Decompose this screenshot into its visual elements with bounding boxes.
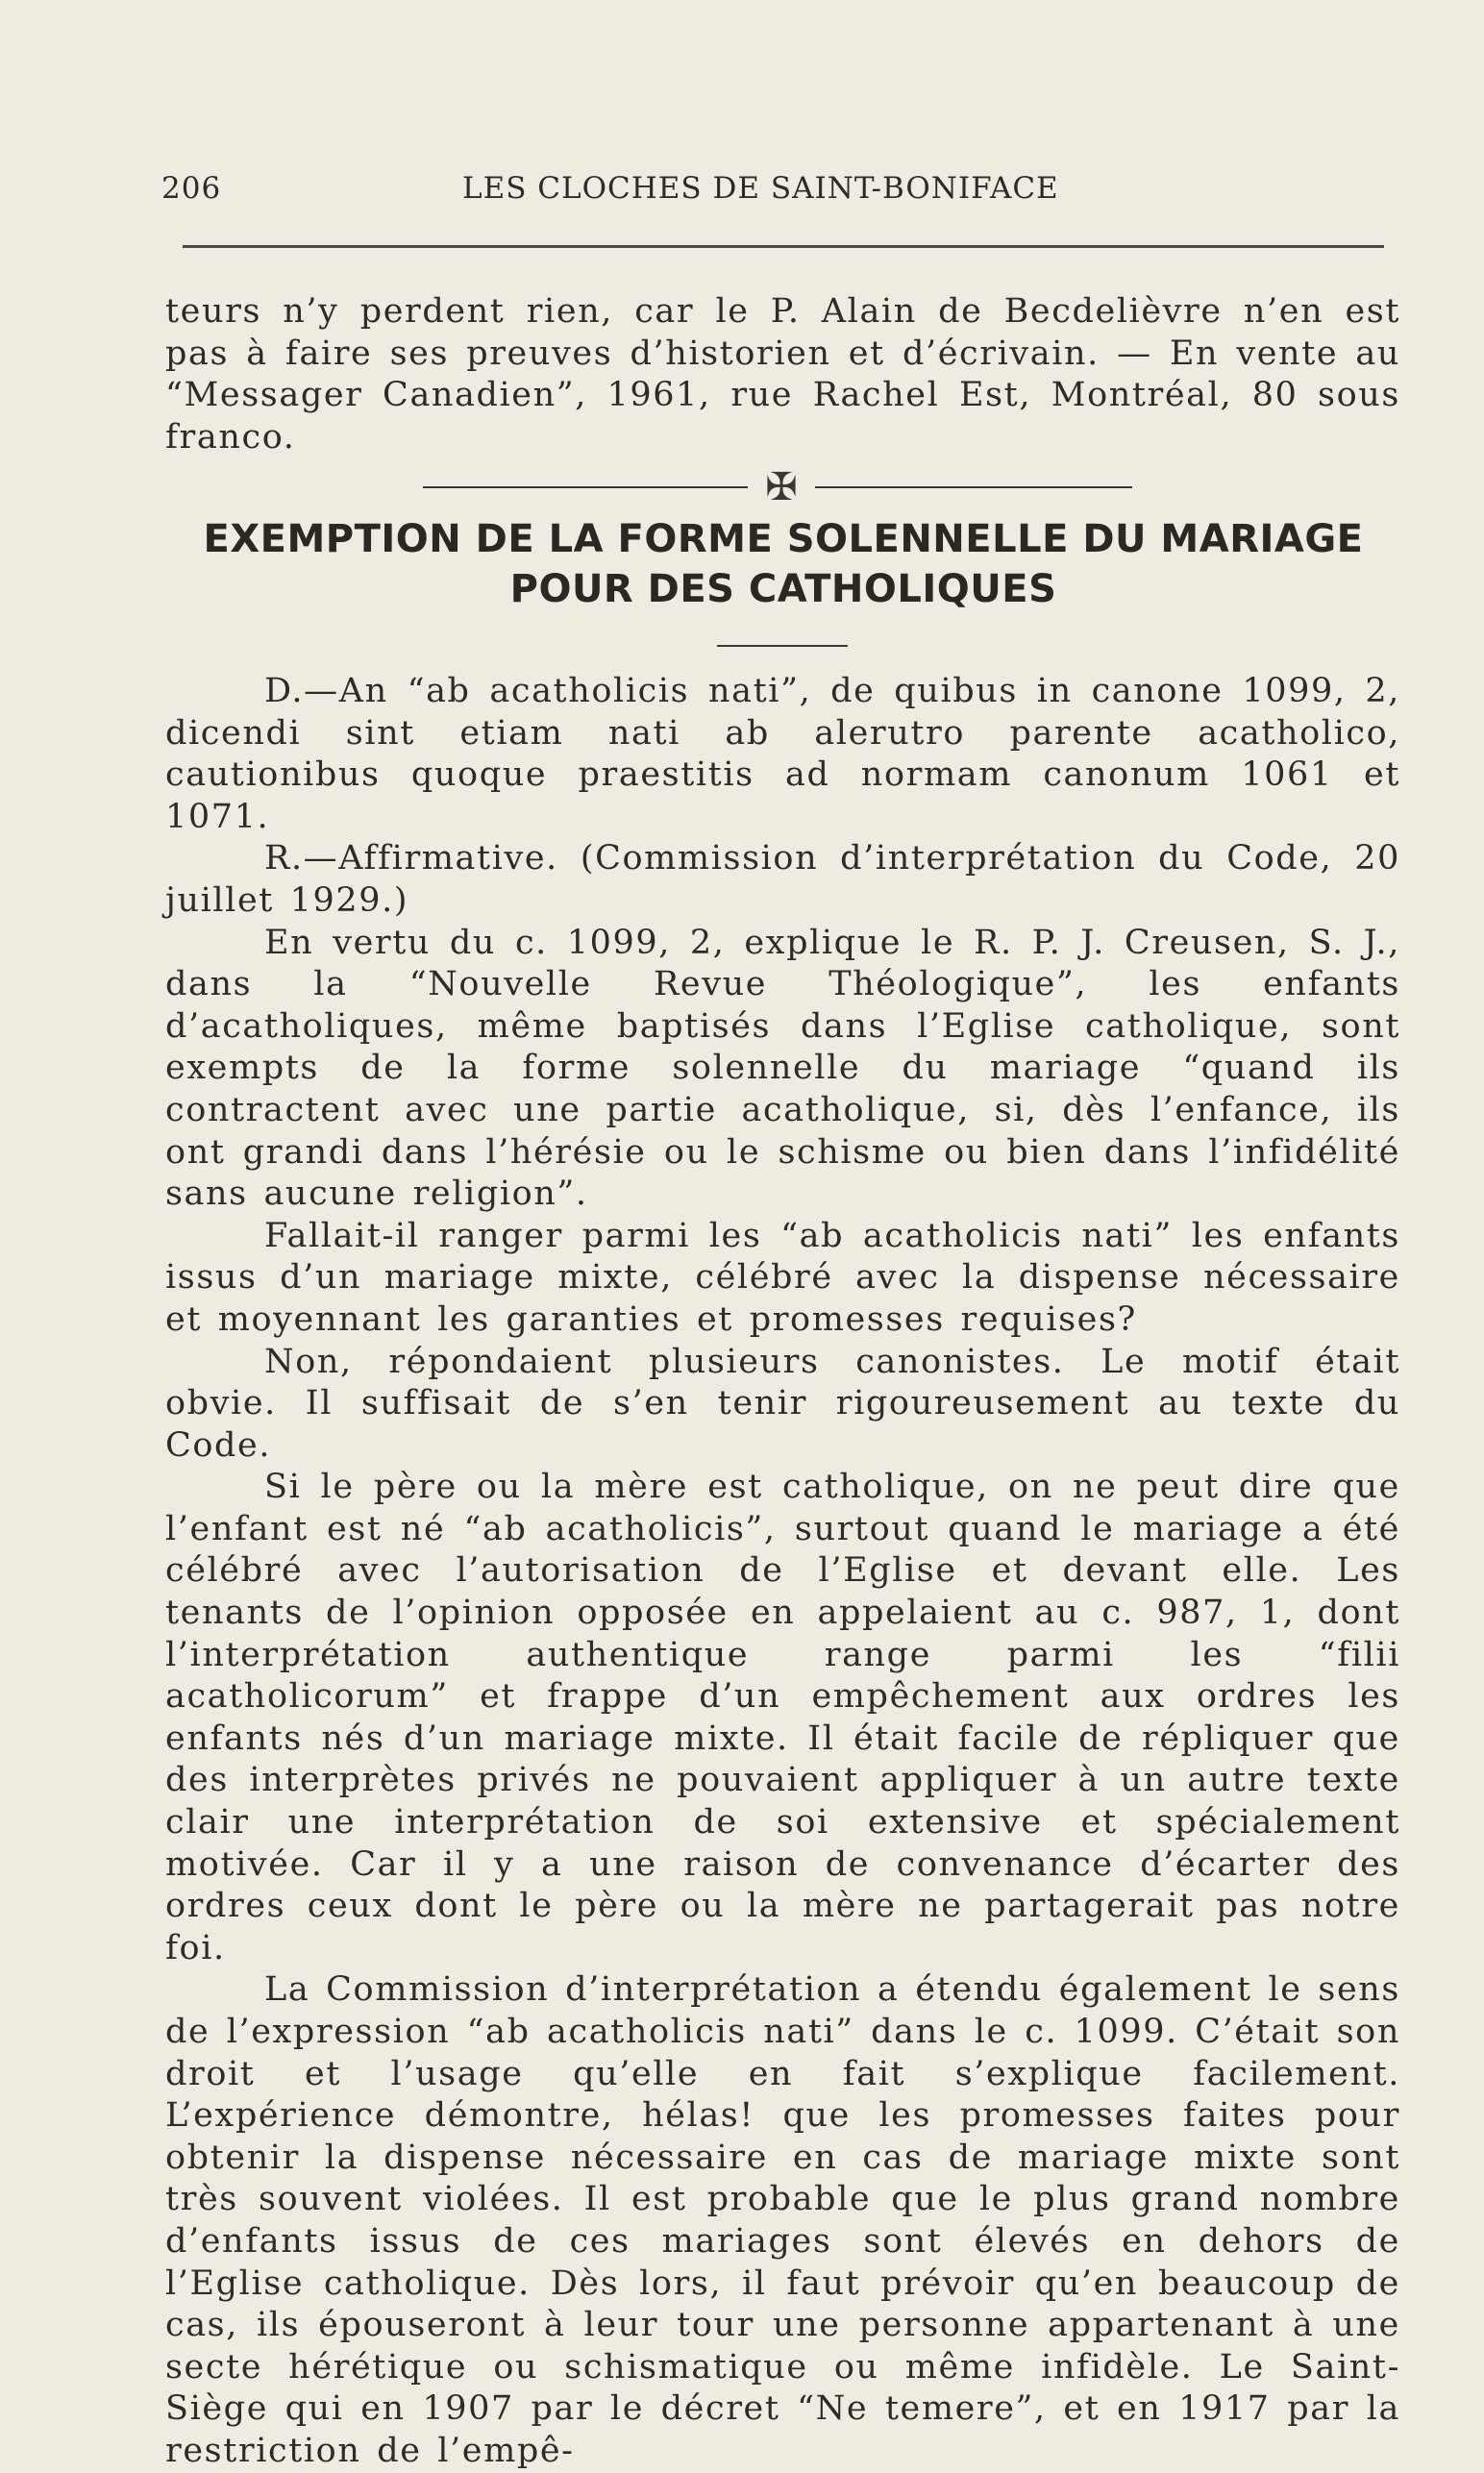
article-body [165,671,1400,2473]
header-rule [183,245,1384,248]
running-title: LES CLOCHES DE SAINT-BONIFACE [462,171,1059,206]
article-title-line-1: EXEMPTION DE LA FORME SOLENNELLE DU MARIAGE [203,517,1364,561]
cross-ornament-icon: ✠ [765,465,798,509]
article-title [144,514,1422,614]
page-number: 206 [161,171,222,206]
divider-rule-left [423,486,748,488]
paragraph-creusen: En vertu du c. 1099, 2, explique le R. P. J. Creusen, S. J., dans la “Nouvelle Revue Théologique”, les enfants d’acatholiques, même baptisés dans l’Eglise catholique, sont exempts de la forme solennelle du mariage “quand ils contractent avec une partie acatholique, si, dès l’enfance, ils ont grandi dans l’hérésie ou le schisme ou bien dans l’infidélité sans aucune religion”. [165,923,1400,1214]
paragraph-argument: Si le père ou la mère est catholique, on ne peut dire que l’enfant est né “ab acatholicis”, surtout quand le mariage a été célébré avec l’autorisation de l’Eglise et devant elle. Les tenants de l’opinion opposée en appelaient au c. 987, 1, dont l’interprétation authentique range parmi les “filii acatholicorum” et frappe d’un empêchement aux ordres les enfants nés d’un mariage mixte. Il était facile de répliquer que des interprètes privés ne pouvaient appliquer à un autre texte clair une interprétation de soi extensive et spécialement motivée. Car il y a une raison de convenance d’écarter des ordres ceux dont le père ou la mère ne partagerait pas notre foi. [165,1468,1400,1967]
paragraph-canonists: Non, répondaient plusieurs canonistes. Le motif était obvie. Il suffisait de s’en tenir rigoureusement au texte du Code. [165,1342,1400,1465]
title-rule [717,645,848,647]
continuation-paragraph: teurs n’y perdent rien, car le P. Alain de Becdelièvre n’en est pas à faire ses preuves d’historien et d’écrivain. — En vente au “Messager Canadien”, 1961, rue Rachel Est, Montréal, 80 sous franco. [165,292,1400,457]
section-divider [423,465,1134,509]
paragraph-commission: La Commission d’interprétation a étendu également le sens de l’expression “ab acatholicis nati” dans le c. 1099. C’était son droit et l’usage qu’elle en fait s’explique facilement. L’expérience démontre, hélas! que les promesses faites pour obtenir la dispense nécessaire en cas de mariage mixte sont très souvent violées. Il est probable que le plus grand nombre d’enfants issus de ces mariages sont élevés en dehors de l’Eglise catholique. Dès lors, il faut prévoir qu’en beaucoup de cas, ils épouseront à leur tour une personne appartenant à une secte hérétique ou schismatique ou même infidèle. Le Saint-Siège qui en 1907 par le décret “Ne temere”, et en 1917 par la restriction de l’empê- [165,1970,1400,2470]
paragraph-response: R.—Affirmative. (Commission d’interprétation du Code, 20 juillet 1929.) [165,839,1400,920]
divider-rule-right [815,486,1132,488]
article-title-line-2: POUR DES CATHOLIQUES [509,567,1057,611]
continuation-block [165,291,1400,458]
paragraph-question: D.—An “ab acatholicis nati”, de quibus in canone 1099, 2, dicendi sint etiam nati ab alerutro parente acatholico, cautionibus quoque praestitis ad normam canonum 1061 et 1071. [165,672,1400,836]
paragraph-question-mixed: Fallait-il ranger parmi les “ab acatholicis nati” les enfants issus d’un mariage mixte, célébré avec la dispense nécessaire et moyennant les garanties et promesses requises? [165,1216,1400,1339]
